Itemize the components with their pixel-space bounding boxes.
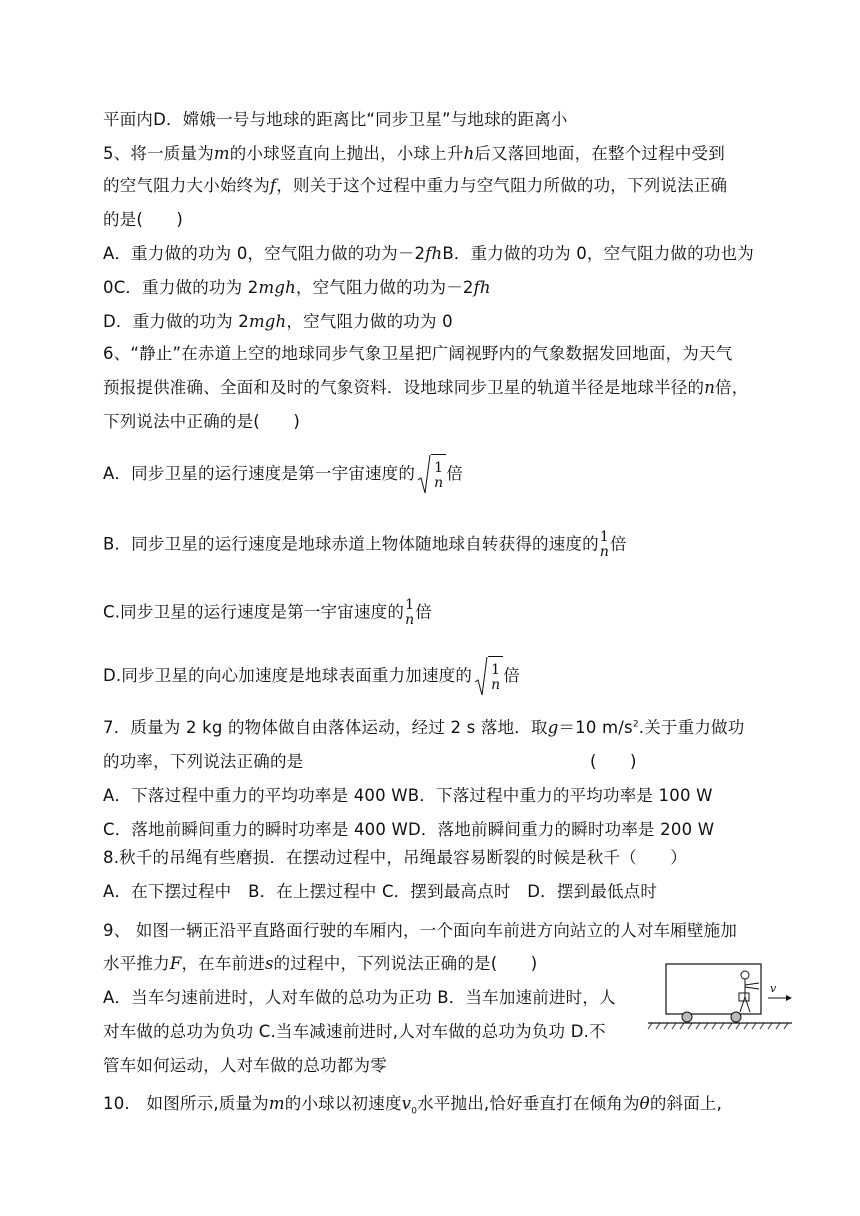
var-m: m	[268, 1094, 285, 1113]
question-5-option-d	[103, 311, 453, 333]
text: 水平推力	[103, 954, 170, 973]
question-5-line-2	[103, 175, 727, 197]
question-9-line-4	[103, 1021, 606, 1043]
question-6-line-1	[103, 343, 732, 365]
fraction	[434, 461, 443, 491]
text: 8.秋千的吊绳有些磨损．在摆动过程中，吊绳最容易断裂的时候是秋千（ ）	[103, 848, 687, 867]
text: 6、“静止”在赤道上空的地球同步气象卫星把广阔视野内的气象数据发回地面，为天气	[103, 344, 733, 363]
question-5-line-1	[103, 143, 725, 165]
var-h: h	[463, 144, 475, 163]
text: ＝10 m/s	[558, 718, 633, 737]
var-fh: fh	[425, 244, 443, 263]
text: ，则关于这个过程中重力与空气阻力所做的功，下列说法正确	[276, 176, 728, 195]
text: 倍	[446, 464, 464, 483]
text: D.同步卫星的向心加速度是地球表面重力加速度的	[103, 666, 473, 685]
var-n: n	[704, 378, 716, 397]
text: 的斜面上,	[649, 1094, 723, 1113]
question-8-options	[103, 881, 657, 903]
car-figure	[646, 963, 796, 1035]
wheel-rear	[682, 1012, 692, 1022]
var-m: m	[213, 144, 230, 163]
text: A．在下摆过程中 B．在上摆过程中 C．摆到最高点时 D．摆到最低点时	[103, 882, 658, 901]
text: A．重力做的功为 0，空气阻力做的功为－2	[103, 244, 426, 263]
text: .关于重力做功	[638, 718, 745, 737]
arrow-head-icon	[786, 995, 792, 1001]
question-9-line-3	[103, 987, 616, 1009]
text: 9、 如图一辆正沿平直路面行驶的车厢内，一个面向车前进方向站立的人对车厢壁施加	[103, 921, 738, 940]
text: D．重力做的功为 2	[103, 312, 249, 331]
fraction-denominator: n	[405, 611, 415, 628]
var-mgh: mgh	[258, 278, 296, 297]
question-5-options-c	[103, 277, 491, 299]
var-mgh: mgh	[248, 312, 287, 331]
text: 管车如何运动，人对车做的总功都为零	[103, 1056, 387, 1075]
text: 倍	[610, 534, 627, 554]
fraction-numerator: 1	[405, 596, 415, 613]
text: 下列说法中正确的是( )	[103, 412, 300, 431]
velocity-label: v	[770, 982, 777, 995]
var-fh: fh	[473, 278, 491, 297]
var-theta: θ	[639, 1094, 650, 1113]
text: A．同步卫星的运行速度是第一宇宙速度的	[103, 464, 416, 483]
text: 0C．重力做的功为 2	[103, 278, 259, 297]
fraction	[405, 598, 414, 628]
question-6-option-d	[103, 656, 520, 696]
car-diagram-icon	[646, 963, 796, 1031]
text: ，在车前进	[181, 954, 265, 973]
text: C.同步卫星的运行速度是第一宇宙速度的	[103, 602, 405, 622]
question-6-line-3	[103, 411, 300, 433]
text: 的空气阻力大小始终为	[103, 176, 270, 195]
fraction-denominator: n	[491, 676, 501, 693]
sqrt-fraction	[417, 454, 446, 494]
text: 5、将一质量为	[103, 144, 214, 163]
fraction-numerator: 1	[599, 528, 609, 545]
text: 的过程中，下列说法正确的是( )	[273, 954, 538, 973]
text: 的小球竖直向上抛出，小球上升	[229, 144, 464, 163]
text: 10. 如图所示,质量为	[103, 1094, 269, 1113]
text: ，空气阻力做的功为－2	[295, 278, 474, 297]
text: 7．质量为 2 kg 的物体做自由落体运动，经过 2 s 落地．取	[103, 718, 548, 737]
question-5-options-ab	[103, 243, 754, 265]
text: 的小球以初速度	[284, 1094, 402, 1113]
text: 水平抛出,恰好垂直打在倾角为	[417, 1094, 640, 1113]
question-7-line-1	[103, 717, 744, 739]
text: 平面内D．嫦娥一号与地球的距离比“同步卫星”与地球的距离小	[103, 110, 568, 129]
wheel-front	[731, 1012, 741, 1022]
var-F: F	[169, 954, 182, 973]
question-5-line-3	[103, 209, 183, 231]
question-7-options-cd	[103, 819, 714, 841]
text: B．同步卫星的运行速度是地球赤道上物体随地球自转获得的速度的	[103, 534, 599, 554]
var-g: g	[547, 718, 559, 737]
text: 倍，	[715, 378, 749, 397]
text: A．当车匀速前进时，人对车做的总功为正功 B．当车加速前进时，人	[103, 988, 616, 1007]
question-8-line-1	[103, 847, 687, 869]
fraction	[491, 663, 500, 693]
var-v: v	[401, 1094, 412, 1113]
line-q4-option-d	[103, 109, 568, 131]
text: 的是( )	[103, 210, 184, 229]
question-6-option-c	[103, 594, 432, 631]
question-9-line-1	[103, 920, 737, 942]
superscript: 2	[632, 719, 639, 730]
radical-sign-icon	[474, 656, 488, 696]
question-9-line-5	[103, 1055, 387, 1077]
question-6-option-b	[103, 526, 627, 563]
ground-hatch	[648, 1023, 788, 1029]
sqrt-fraction	[474, 656, 503, 696]
radical-sign-icon	[417, 454, 431, 494]
radicand	[488, 656, 503, 696]
person-icon	[739, 971, 759, 1012]
var-f: f	[270, 176, 277, 195]
radicand	[431, 454, 446, 494]
fraction-numerator: 1	[491, 661, 501, 678]
text: 对车做的总功为负功 C.当车减速前进时,人对车做的总功为负功 D.不	[103, 1022, 606, 1041]
question-9-line-2	[103, 953, 537, 975]
text: 预报提供准确、全面和及时的气象资料．设地球同步卫星的轨道半径是地球半径的	[103, 378, 705, 397]
answer-paren: ( )	[590, 752, 637, 771]
text: 后又落回地面，在整个过程中受到	[474, 144, 725, 163]
fraction-denominator: n	[434, 474, 444, 491]
var-s: s	[264, 954, 274, 973]
subscript: 0	[411, 1106, 418, 1117]
text: ，空气阻力做的功为 0	[286, 312, 453, 331]
text: C．落地前瞬间重力的瞬时功率是 400 WD．落地前瞬间重力的瞬时功率是 200 W	[103, 820, 715, 839]
question-7-line-2	[103, 751, 743, 773]
question-7-options-ab	[103, 785, 713, 807]
question-10-line-1	[103, 1093, 722, 1115]
text: B．重力做的功为 0，空气阻力做的功也为	[442, 244, 754, 263]
text: 倍	[415, 602, 432, 622]
fraction	[600, 530, 609, 560]
text: 倍	[503, 666, 520, 685]
fraction-denominator: n	[599, 543, 610, 560]
question-6-line-2	[103, 377, 748, 399]
text: 的功率，下列说法正确的是	[103, 752, 304, 771]
text: A．下落过程中重力的平均功率是 400 WB．下落过程中重力的平均功率是 100 W	[103, 786, 713, 805]
question-6-option-a	[103, 454, 463, 494]
fraction-numerator: 1	[434, 459, 444, 476]
